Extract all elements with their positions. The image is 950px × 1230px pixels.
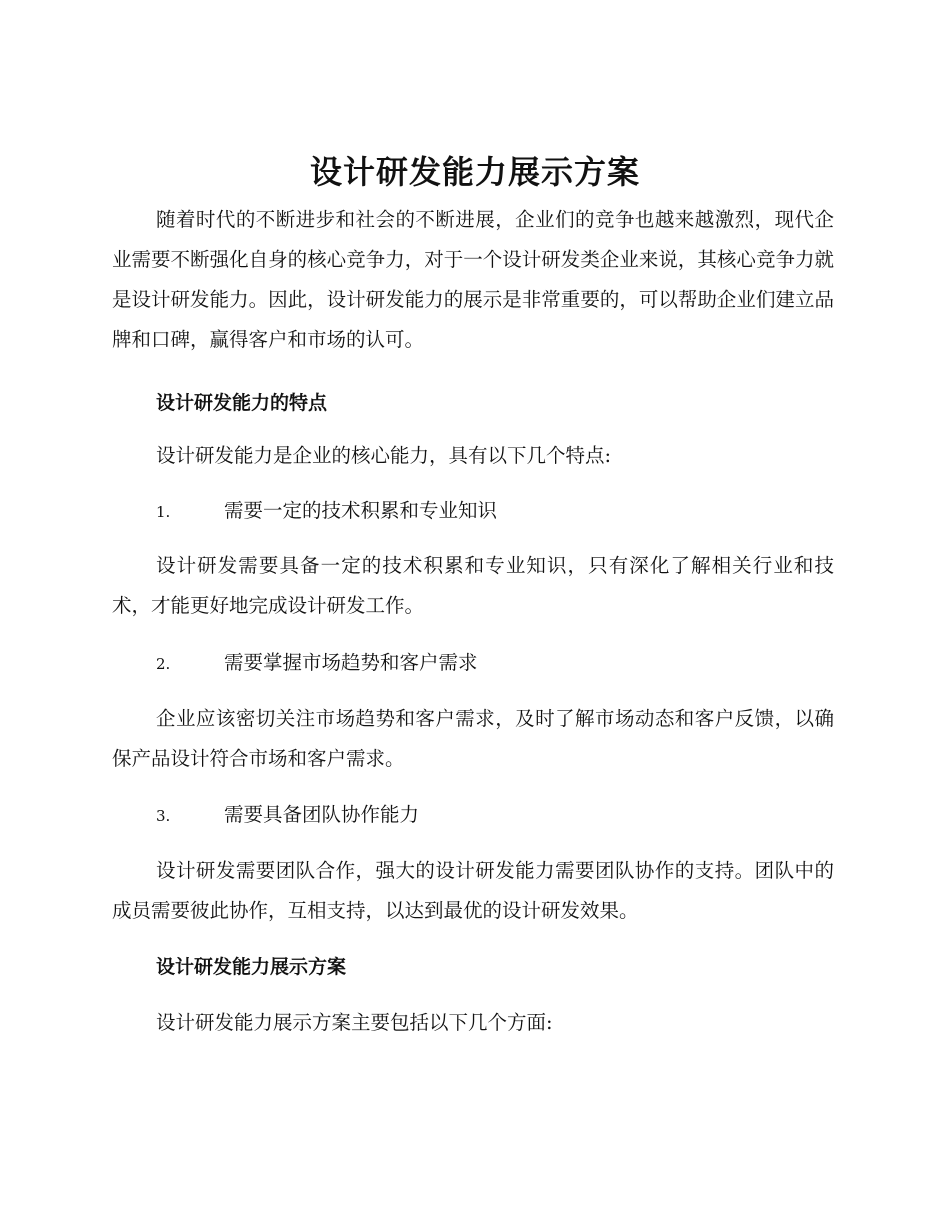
list-item-title: 需要掌握市场趋势和客户需求: [224, 651, 478, 674]
list-item-1: [156, 495, 497, 528]
list-number: 3.: [156, 807, 171, 825]
intro-paragraph: 随着时代的不断进步和社会的不断进展，企业们的竞争也越来越激烈，现代企业需要不断强化自身的核心竞争力，对于一个设计研发类企业来说，其核心竞争力就是设计研发能力。因此，设计研发能力的展示是非常重要的，可以帮助企业们建立品牌和口碑，赢得客户和市场的认可。: [112, 208, 834, 351]
plan-lead-paragraph: 设计研发能力展示方案主要包括以下几个方面:: [156, 1011, 553, 1034]
list-item-3-paragraph: 设计研发需要团队合作，强大的设计研发能力需要团队协作的支持。团队中的成员需要彼此协作，互相支持，以达到最优的设计研发效果。: [112, 859, 834, 922]
section-heading-plan: 设计研发能力展示方案: [156, 956, 347, 978]
list-item-title: 需要具备团队协作能力: [224, 803, 420, 826]
features-lead-paragraph: 设计研发能力是企业的核心能力，具有以下几个特点:: [156, 444, 612, 467]
list-number: 2.: [156, 655, 171, 673]
list-number: 1.: [156, 503, 171, 521]
list-item-title: 需要一定的技术积累和专业知识: [224, 499, 498, 522]
list-item-3: [156, 799, 419, 832]
section-heading-features: 设计研发能力的特点: [156, 392, 328, 414]
list-item-2: [156, 647, 478, 680]
document-title: 设计研发能力展示方案: [309, 153, 640, 191]
list-item-1-paragraph: 设计研发需要具备一定的技术积累和专业知识，只有深化了解相关行业和技术，才能更好地完成设计研发工作。: [112, 554, 834, 617]
list-item-2-paragraph: 企业应该密切关注市场趋势和客户需求，及时了解市场动态和客户反馈，以确保产品设计符合市场和客户需求。: [112, 707, 834, 770]
